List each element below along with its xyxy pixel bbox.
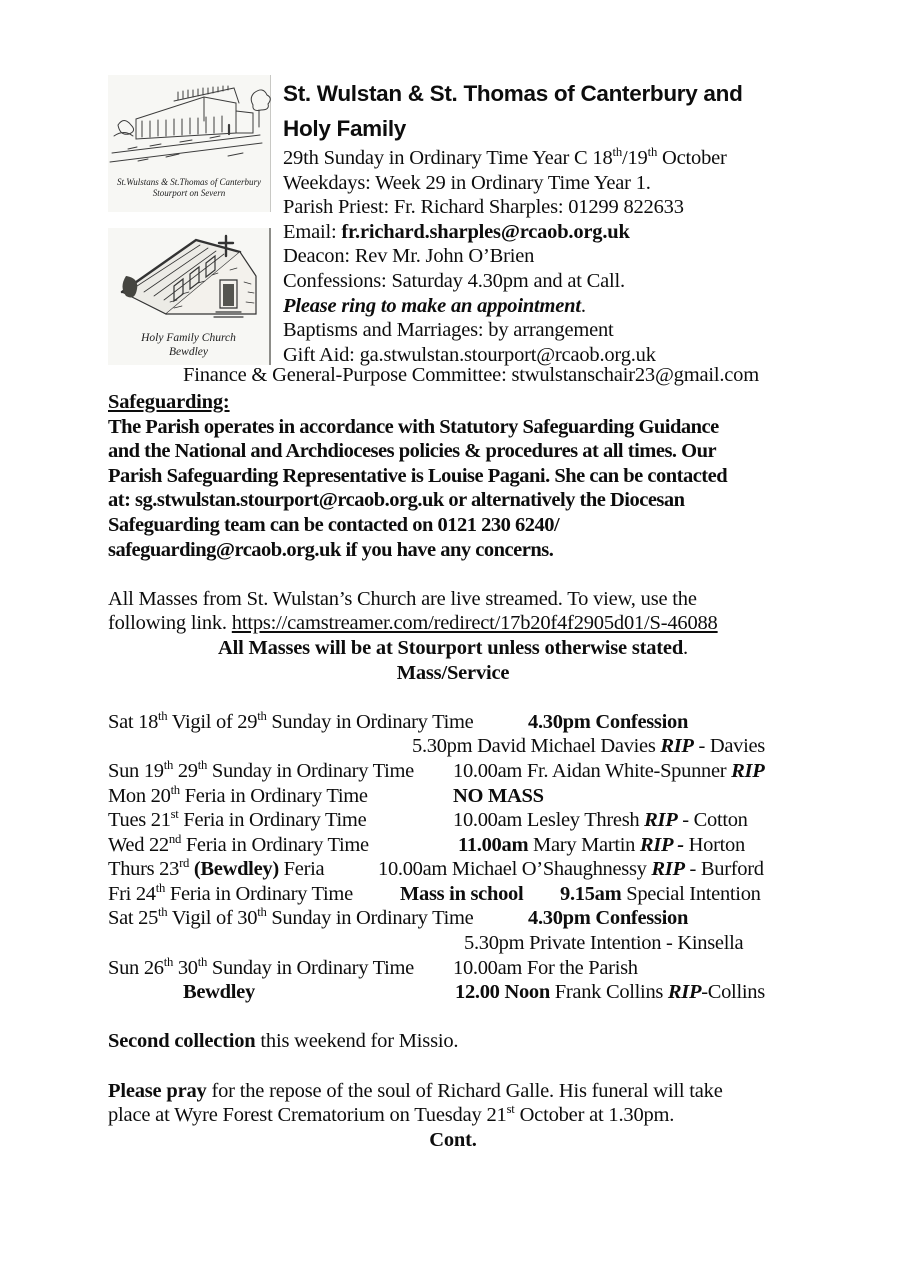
text-segment: Baptisms and Marriages: by arrangement: [283, 319, 614, 342]
text-segment: 5.30pm Private Intention - Kinsella: [464, 932, 744, 955]
stourport-default-note: [108, 636, 798, 661]
text-segment: (Bewdley): [193, 858, 279, 881]
cont-label: [108, 1128, 798, 1153]
text-segment: at: sg.stwulstan.stourport@rcaob.org.uk or alternatively the Diocesan: [108, 489, 685, 512]
schedule-event: [108, 831, 369, 856]
schedule-time-intention: [458, 833, 745, 858]
text-line: [283, 294, 801, 319]
header-block: [283, 76, 801, 367]
text-segment: st: [170, 807, 179, 822]
text-segment: - Burford: [684, 858, 764, 881]
text-segment: Weekdays: Week 29 in Ordinary Time Year 1.: [283, 171, 651, 194]
text-segment: Feria in Ordinary Time: [178, 809, 367, 832]
text-segment: th: [197, 758, 208, 773]
text-segment: safeguarding@rcaob.org.uk if you have any concerns.: [108, 538, 554, 561]
text-segment: th: [158, 905, 168, 920]
text-segment: Email:: [283, 220, 342, 243]
text-segment: Finance & General-Purpose Committee: stwulstanschair23@gmail.com: [183, 364, 759, 386]
schedule-event: [108, 708, 474, 733]
text-segment: Gift Aid: ga.stwulstan.stourport@rcaob.org.uk: [283, 343, 656, 366]
schedule-time-intention: [378, 857, 764, 882]
text-segment: 10.00am For the Parish: [453, 956, 638, 979]
bewdley-caption-line1: Holy Family Church: [141, 332, 236, 344]
text-segment: .: [580, 294, 586, 317]
church-image-stourport: [108, 75, 271, 212]
text-line: [283, 244, 801, 269]
text-segment: th: [155, 881, 166, 896]
schedule-event: [108, 954, 414, 979]
spacer: [108, 685, 798, 710]
text-segment: October at 1.30pm.: [514, 1104, 675, 1127]
finance-committee-line: [183, 364, 759, 387]
text-segment: All Masses will be at Stourport unless otherwise stated: [218, 636, 684, 659]
text-segment: .: [683, 636, 688, 659]
text-segment: th: [257, 708, 267, 723]
text-segment: 29th Sunday in Ordinary Time Year C 18: [283, 147, 613, 169]
stream-link[interactable]: https://camstreamer.com/redirect/17b20f4f2905d01/S-46088: [231, 612, 718, 635]
page-title-line1: St. Wulstan & St. Thomas of Canterbury and: [283, 81, 743, 106]
text-segment: for the repose of the soul of Richard Galle. His funeral will take: [206, 1079, 723, 1102]
stourport-church-drawing: [108, 75, 271, 175]
text-segment: Sunday in Ordinary Time: [266, 710, 474, 733]
schedule-time-intention: [528, 710, 688, 735]
text-segment: place at Wyre Forest Crematorium on Tuesday 21: [108, 1104, 507, 1127]
text-segment: NO MASS: [453, 784, 544, 807]
text-segment: Mon 20: [108, 784, 171, 807]
text-line: [283, 269, 801, 294]
schedule-row-fri24: [108, 882, 798, 907]
text-line: [108, 415, 798, 440]
second-collection-note: [108, 1029, 798, 1054]
schedule-row-sat18-mass: [108, 734, 798, 759]
text-segment: 12.00 Noon: [455, 981, 550, 1004]
schedule-row-sat25: [108, 906, 798, 931]
church-image-bewdley: [108, 228, 271, 365]
text-segment: and the National and Archdioceses policies & procedures at all times. Our: [108, 440, 717, 463]
text-segment: RIP: [651, 858, 685, 881]
schedule-row-sun26: [108, 956, 798, 981]
funeral-notice-line2: [108, 1103, 798, 1128]
text-segment: st: [506, 1102, 515, 1117]
funeral-notice-line1: [108, 1079, 798, 1104]
schedule-row-mon20: [108, 784, 798, 809]
text-line: [283, 146, 801, 171]
text-segment: The Parish operates in accordance with Statutory Safeguarding Guidance: [108, 415, 719, 438]
spacer: [108, 1005, 798, 1030]
text-segment: RIP: [644, 809, 678, 832]
schedule-time-intention: [453, 956, 638, 981]
text-segment: Bewdley: [183, 981, 255, 1004]
text-segment: Sunday in Ordinary Time: [266, 907, 474, 930]
text-segment: th: [163, 758, 174, 773]
text-segment: Safeguarding:: [108, 391, 230, 413]
schedule-time-intention: [560, 882, 761, 907]
text-line: [283, 318, 801, 343]
schedule-event: [108, 858, 324, 880]
text-segment: 10.00am Michael O’Shaughnessy: [378, 858, 652, 881]
text-segment: Feria in Ordinary Time: [165, 882, 353, 905]
schedule-time-intention: [453, 784, 544, 809]
text-segment: Vigil of 29: [167, 710, 258, 733]
text-segment: Please pray: [108, 1079, 207, 1102]
text-segment: Mary Martin: [528, 833, 640, 856]
text-segment: Parish Priest: Fr. Richard Sharples: 01299 822633: [283, 196, 684, 219]
schedule-row-tue21: [108, 808, 798, 833]
text-segment: rd: [179, 856, 190, 871]
text-segment: 11.00am: [458, 833, 529, 856]
bewdley-caption: [108, 331, 269, 359]
text-segment: th: [158, 708, 168, 723]
schedule-time-intention: [528, 906, 688, 931]
text-segment: Confessions: Saturday 4.30pm and at Call.: [283, 269, 625, 292]
schedule-time-intention: [455, 980, 765, 1005]
page-title-line2: Holy Family: [283, 116, 406, 141]
text-segment: th: [197, 954, 208, 969]
schedule-time-intention: [453, 808, 748, 833]
text-segment: following link.: [108, 612, 232, 635]
text-segment: -Collins: [701, 981, 765, 1004]
schedule-event: [108, 809, 366, 831]
text-segment: Sat 25: [108, 907, 159, 930]
text-segment: Parish Safeguarding Representative is Louise Pagani. She can be contacted: [108, 464, 728, 487]
schedule-row-sun26-bewdley: [108, 980, 798, 1005]
text-segment: - Cotton: [677, 809, 748, 832]
text-segment: th: [163, 954, 174, 969]
schedule-event: [108, 760, 414, 782]
schedule-location-note: [400, 882, 523, 907]
text-segment: Wed 22: [108, 833, 169, 856]
stourport-caption: [108, 177, 270, 199]
text-segment: All Masses from St. Wulstan’s Church are live streamed. To view, use the: [108, 587, 697, 610]
text-segment: Sat 18: [108, 710, 159, 733]
text-segment: nd: [168, 831, 181, 846]
text-segment: th: [612, 145, 623, 160]
text-segment: Sunday in Ordinary Time: [207, 956, 414, 979]
text-segment: fr.richard.sharples@rcaob.org.uk: [341, 220, 630, 243]
schedule-event: [108, 782, 368, 807]
text-segment: Mass/Service: [396, 661, 510, 684]
text-segment: RIP: [731, 759, 765, 782]
text-segment: th: [647, 145, 658, 160]
text-segment: 9.15am: [560, 882, 622, 905]
text-segment: Feria: [278, 858, 325, 881]
livestream-note-line2: [108, 611, 798, 636]
text-segment: Second collection: [108, 1030, 256, 1053]
text-segment: 10.00am Lesley Thresh: [453, 809, 645, 832]
text-segment: Horton: [683, 833, 745, 856]
text-segment: Fri 24: [108, 882, 156, 905]
text-line: [108, 439, 798, 464]
mass-service-heading: [108, 661, 798, 686]
schedule-time-intention: [412, 734, 765, 759]
text-segment: Mass in school: [400, 882, 524, 905]
schedule-event: [108, 883, 353, 905]
text-segment: Cont.: [429, 1128, 477, 1151]
text-line: [283, 171, 801, 196]
schedule-event: [108, 907, 473, 929]
stourport-caption-line2: Stourport on Severn: [152, 188, 226, 198]
text-segment: Safeguarding team can be contacted on 0121 230 6240/: [108, 513, 560, 536]
text-segment: 10.00am Fr. Aidan White-Spunner: [453, 759, 732, 782]
bewdley-church-drawing: [108, 228, 271, 330]
schedule-row-sun19: [108, 759, 798, 784]
parish-info-lines: [283, 146, 801, 367]
text-segment: this weekend for Missio.: [255, 1030, 459, 1053]
main-content: [108, 390, 798, 1152]
text-segment: Thurs 23: [108, 858, 180, 881]
schedule-time-intention: [464, 931, 743, 956]
schedule-row-sat18: [108, 710, 798, 735]
text-segment: /19: [622, 147, 648, 169]
text-segment: Feria in Ordinary Time: [181, 833, 369, 856]
bewdley-caption-line2: Bewdley: [169, 346, 208, 358]
schedule-row-thu23: [108, 857, 798, 882]
stourport-caption-line1: St.Wulstans & St.Thomas of Canterbury: [116, 177, 261, 187]
text-segment: Sunday in Ordinary Time: [207, 759, 414, 782]
text-segment: 29: [173, 759, 198, 782]
text-line: [108, 488, 798, 513]
text-segment: Tues 21: [108, 809, 171, 832]
text-line: [283, 220, 801, 245]
text-segment: RIP -: [639, 833, 684, 856]
safeguarding-heading: [108, 390, 798, 415]
text-segment: Deacon: Rev Mr. John O’Brien: [283, 245, 535, 268]
text-line: [108, 513, 798, 538]
spacer: [108, 1054, 798, 1079]
schedule-row-sat25-mass: [108, 931, 798, 956]
text-segment: - Davies: [693, 735, 765, 758]
text-segment: 4.30pm Confession: [528, 907, 689, 930]
schedule-time-intention: [453, 759, 764, 784]
text-segment: Vigil of 30: [167, 907, 258, 930]
text-segment: Sun 26: [108, 956, 164, 979]
text-segment: 5.30pm David Michael Davies: [412, 735, 661, 758]
text-line: [108, 464, 798, 489]
text-segment: Feria in Ordinary Time: [179, 784, 368, 807]
schedule-event: [183, 981, 255, 1003]
text-segment: 30: [173, 956, 198, 979]
text-line: [283, 195, 801, 220]
text-segment: RIP: [667, 981, 702, 1004]
text-segment: Please ring to make an appointment: [283, 294, 581, 317]
schedule-row-wed22: [108, 833, 798, 858]
text-segment: October: [657, 147, 727, 169]
spacer: [108, 562, 798, 587]
page-title: [283, 76, 801, 146]
text-segment: th: [257, 905, 267, 920]
text-segment: Special Intention: [621, 882, 761, 905]
text-segment: Sun 19: [108, 759, 164, 782]
safeguarding-paragraph: [108, 415, 798, 563]
text-line: [108, 538, 798, 563]
text-segment: 4.30pm Confession: [528, 710, 689, 733]
text-segment: Frank Collins: [549, 981, 668, 1004]
livestream-note-line1: [108, 587, 798, 612]
text-segment: th: [170, 782, 180, 797]
text-segment: RIP: [660, 735, 694, 758]
